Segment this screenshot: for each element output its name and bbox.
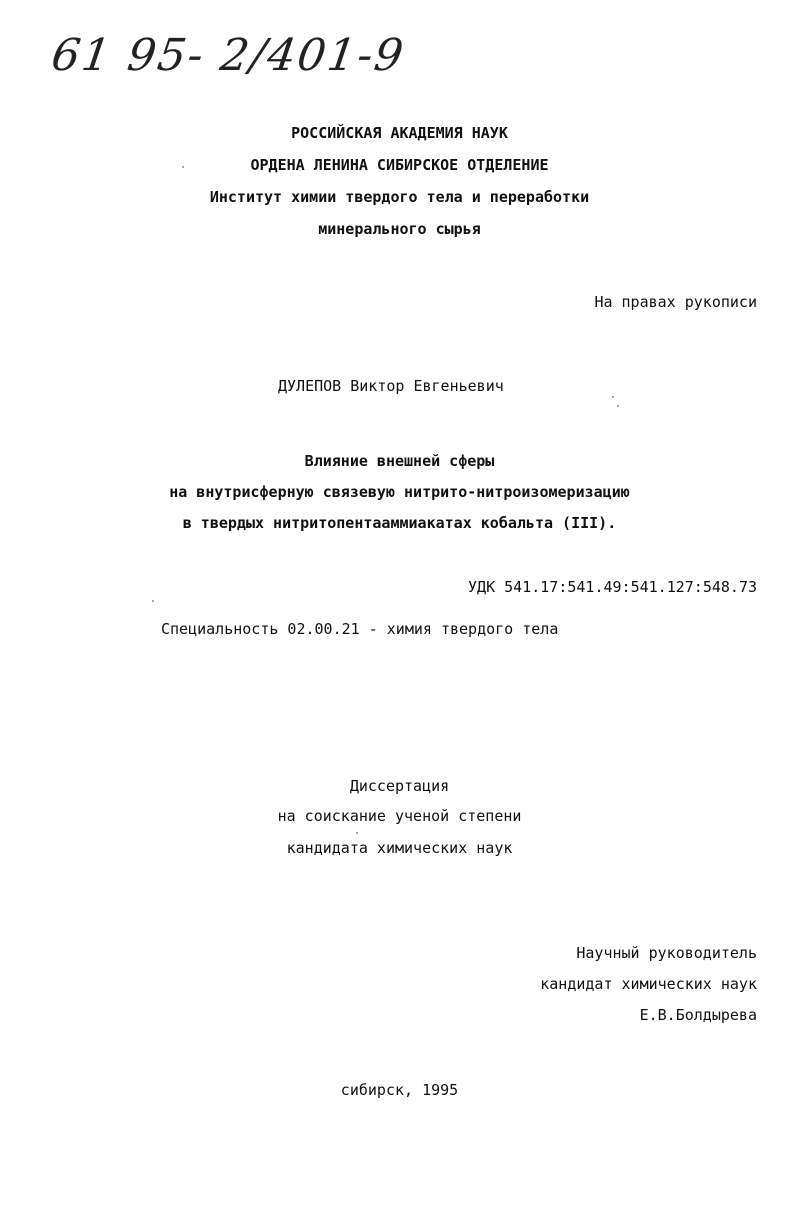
institute-heading-line2: минерального сырья (318, 220, 481, 238)
handwritten-archive-number: 61 95- 2/401-9 (48, 30, 409, 81)
place-year: сибирск, 1995 (340, 1081, 459, 1099)
manuscript-note: На правах рукописи (594, 293, 757, 311)
supervisor-name: Е.В.Болдырева (639, 1006, 757, 1024)
scan-speck (356, 832, 358, 834)
title-line3: в твердых нитритопентааммиакатах кобальта (III). (182, 514, 617, 532)
dissertation-line1: Диссертация (349, 777, 450, 795)
scan-speck (612, 396, 614, 398)
udc-code: УДК 541.17:541.49:541.127:548.73 (468, 578, 757, 596)
academy-heading: РОССИЙСКАЯ АКАДЕМИЯ НАУК (291, 124, 508, 142)
title-line2: на внутрисферную связевую нитрито-нитроизомеризацию (169, 483, 630, 501)
title-line1: Влияние внешней сферы (304, 452, 495, 470)
branch-heading: ОРДЕНА ЛЕНИНА СИБИРСКОЕ ОТДЕЛЕНИЕ (250, 156, 549, 174)
author-name: ДУЛЕПОВ Виктор Евгеньевич (278, 377, 504, 395)
supervisor-role: Научный руководитель (576, 944, 757, 962)
scan-speck (182, 166, 184, 168)
supervisor-degree: кандидат химических наук (540, 975, 757, 993)
institute-heading-line1: Институт химии твердого тела и переработки (209, 188, 590, 206)
dissertation-line2: на соискание ученой степени (277, 807, 522, 825)
dissertation-line3: кандидата химических наук (286, 839, 513, 857)
specialty: Специальность 02.00.21 - химия твердого тела (161, 620, 559, 638)
scan-speck (152, 600, 154, 602)
scan-speck (617, 405, 619, 407)
